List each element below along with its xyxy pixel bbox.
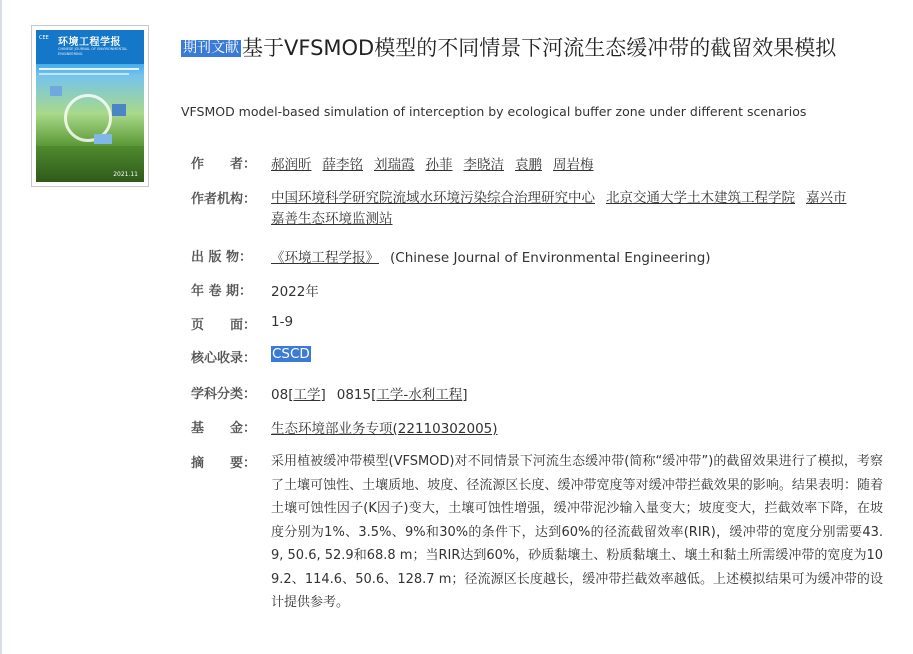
cover-artwork: [36, 30, 144, 182]
document-type-tag: 期刊文献: [183, 40, 239, 56]
cover-strip: [39, 68, 139, 70]
cover-building: [112, 104, 126, 116]
institution-link[interactable]: 北京交通大学土木建筑工程学院: [606, 190, 795, 206]
subject-link[interactable]: 工学: [293, 387, 321, 403]
cover-journal-name: 环境工程学报: [58, 37, 121, 48]
subject-code: 08: [271, 387, 289, 403]
authors-label: 作 者：: [191, 157, 257, 172]
fund-link[interactable]: 生态环境部业务专项(22110302005): [271, 421, 498, 437]
author-link[interactable]: 刘瑞霞: [374, 157, 415, 173]
publication-value: [271, 246, 711, 266]
cover-building: [50, 86, 62, 96]
left-border: [0, 0, 2, 654]
publication-link[interactable]: 《环境工程学报》: [271, 250, 379, 266]
cover-building: [94, 134, 112, 144]
subject-code: 0815: [336, 387, 372, 403]
cover-issue: 2021.11: [113, 171, 138, 178]
abstract-text: 采用植被缓冲带模型(VFSMOD)对不同情景下河流生态缓冲带(简称“缓冲带”)的截留效果进行了模拟，考察了土壤可蚀性、土壤质地、坡度、径流源区长度、缓冲带宽度等对缓冲带拦截效果的影响。结果表明：随着土壤可蚀性因子(K因子)变大，土壤可蚀性增强，缓冲带泥沙输入量变大；坡度变大，拦截效率下降，在坡度分别为1%、3.5%、9%和30%的条件下，达到60%的径流截留效率(RIR)，缓冲带的宽度分别需要43.9, 50.6, 52.9和68.8 m；当RIR达到60%，砂质黏壤土、粉质黏壤土、壤土和黏土所需缓冲带的宽度为109.2、114.6、50.6、128.7 m；径流源区长度越长，缓冲带拦截效率越低。上述模拟结果可为缓冲带的设计提供参考。: [271, 454, 883, 610]
year-label: 年 卷 期：: [191, 284, 253, 299]
author-link[interactable]: 薛李铭: [322, 157, 363, 173]
article-english-title: VFSMOD model-based simulation of interception by ecological buffer zone under different scenarios: [181, 104, 807, 119]
cover-journal-english: CHINESE JOURNAL OF ENVIRONMENTAL ENGINEERING: [58, 47, 128, 56]
abstract-label: 摘 要：: [191, 456, 257, 471]
subject-value: 08[工学] 0815[工学-水利工程]: [271, 387, 468, 403]
author-link[interactable]: 郝润昕: [271, 157, 312, 173]
core-collection-value: [271, 346, 311, 362]
article-title-block: [181, 31, 891, 65]
institution-link[interactable]: 中国环境科学研究院流域水环境污染综合治理研究中心: [271, 190, 595, 206]
article-title-text: 基于VFSMOD模型的不同情景下河流生态缓冲带的截留效果模拟: [242, 36, 837, 60]
author-link[interactable]: 李晓洁: [463, 157, 504, 173]
institution-link[interactable]: 嘉兴市: [806, 190, 847, 206]
article-title: [181, 31, 891, 65]
publication-label: 出 版 物：: [191, 250, 253, 265]
cover-logo: CEE: [39, 35, 49, 41]
subject-link[interactable]: 工学-水利工程: [376, 387, 463, 403]
author-link[interactable]: 袁鹏: [515, 157, 542, 173]
author-link[interactable]: 孙菲: [425, 157, 453, 173]
journal-cover-image[interactable]: [31, 25, 149, 187]
year-value: 2022年: [271, 284, 319, 300]
fund-label: 基 金：: [191, 421, 257, 436]
institutions-list: [271, 188, 891, 230]
author-link[interactable]: 周岩梅: [553, 157, 594, 173]
cover-strip: [39, 73, 129, 75]
core-collection-label: 核心收录：: [191, 351, 257, 366]
institution-link[interactable]: 嘉善生态环境监测站: [271, 211, 393, 227]
pages-value: 1-9: [271, 314, 294, 330]
publication-english: (Chinese Journal of Environmental Engineering): [390, 250, 711, 266]
fund-value: [271, 417, 498, 437]
subject-label: 学科分类：: [191, 387, 257, 402]
cscd-badge: CSCD: [272, 346, 310, 362]
authors-list: [271, 153, 594, 173]
pages-label: 页 面：: [191, 318, 257, 333]
institutions-label: 作者机构：: [191, 192, 257, 207]
